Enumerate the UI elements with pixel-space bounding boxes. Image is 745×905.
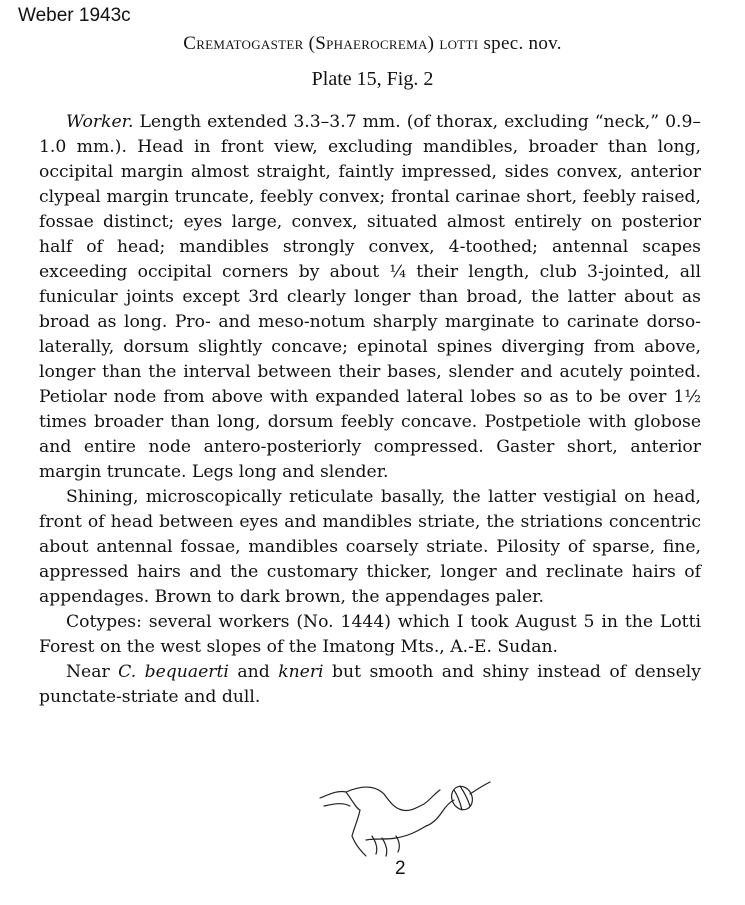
species-kneri: kneri [278,662,324,682]
title-species: lotti [439,33,479,54]
spine-left [320,791,360,810]
gaster-junction [426,800,454,826]
header-tag: Weber 1943c [18,5,131,26]
paragraph-affinity [39,660,701,710]
paragraph-worker-text: Length extended 3.3–3.7 mm. (of thorax, excluding “neck,” 0.9–1.0 mm.). Head in front view, excluding mandibles, broader than long, occipital margin almost straight, faintly impressed, sides convex, anterior clypeal margin truncate, feebly convex; frontal carinae short, feebly raised, fossae distinct; eyes large, convex, situated almost entirely on posterior half of head; mandibles strongly convex, 4-toothed; antennal scapes exceeding occipital corners by about ¼ their length, club 3-jointed, all funicular joints except 3rd clearly longer than broad, the latter about as broad as long. Pro- and meso-notum sharply marginate to carinate dorso-laterally, dorsum slightly concave; epinotal spines diverging from above, longer than the interval between their bases, slender and acutely pointed. Petiolar node from above with expanded lateral lobes so as to be over 1½ times broader than long, dorsum feebly concave. Postpetiole with globose and entire node antero-posteriorly compressed. Gaster short, anterior margin truncate. Legs long and slender. [39,112,701,482]
node-front [352,810,366,856]
gaster-outline [470,782,490,794]
title-suffix: spec. nov. [483,33,562,54]
paragraph-cotypes: Cotypes: several workers (No. 1444) which I took August 5 in the Lotti Forest on the west slopes of the Imatong Mts., A.-E. Sudan. [39,612,701,657]
affinity-mid: and [228,662,279,682]
affinity-rest: but smooth and shiny instead of densely punctate-striate and dull. [39,662,701,707]
caste-label: Worker. [66,112,134,132]
node-ventral [366,826,426,840]
spine-left-inner [324,804,350,806]
species-title [0,33,745,55]
paragraph-worker [39,110,701,485]
title-genus: Crematogaster [183,33,304,54]
title-subgenus: (Sphaerocrema) [308,33,435,54]
description-body [39,110,701,710]
species-bequaerti: C. bequaerti [118,662,229,682]
node-dorsum [346,787,402,810]
affinity-lead: Near [66,662,119,682]
postpetiole-top [402,790,440,811]
paragraph-sculpture: Shining, microscopically reticulate basally, the latter vestigial on head, front of head between eyes and mandibles striate, the striations concentric about antennal fossae, mandibles coarsely striate. Pilosity of sparse, fine, appressed hairs and the customary thicker, longer and reclinate hairs of appendages. Brown to dark brown, the appendages paler. [39,487,701,607]
petiole-sketch-figure [316,780,496,860]
plate-reference: Plate 15, Fig. 2 [311,68,434,90]
figure-number: 2 [395,858,406,879]
